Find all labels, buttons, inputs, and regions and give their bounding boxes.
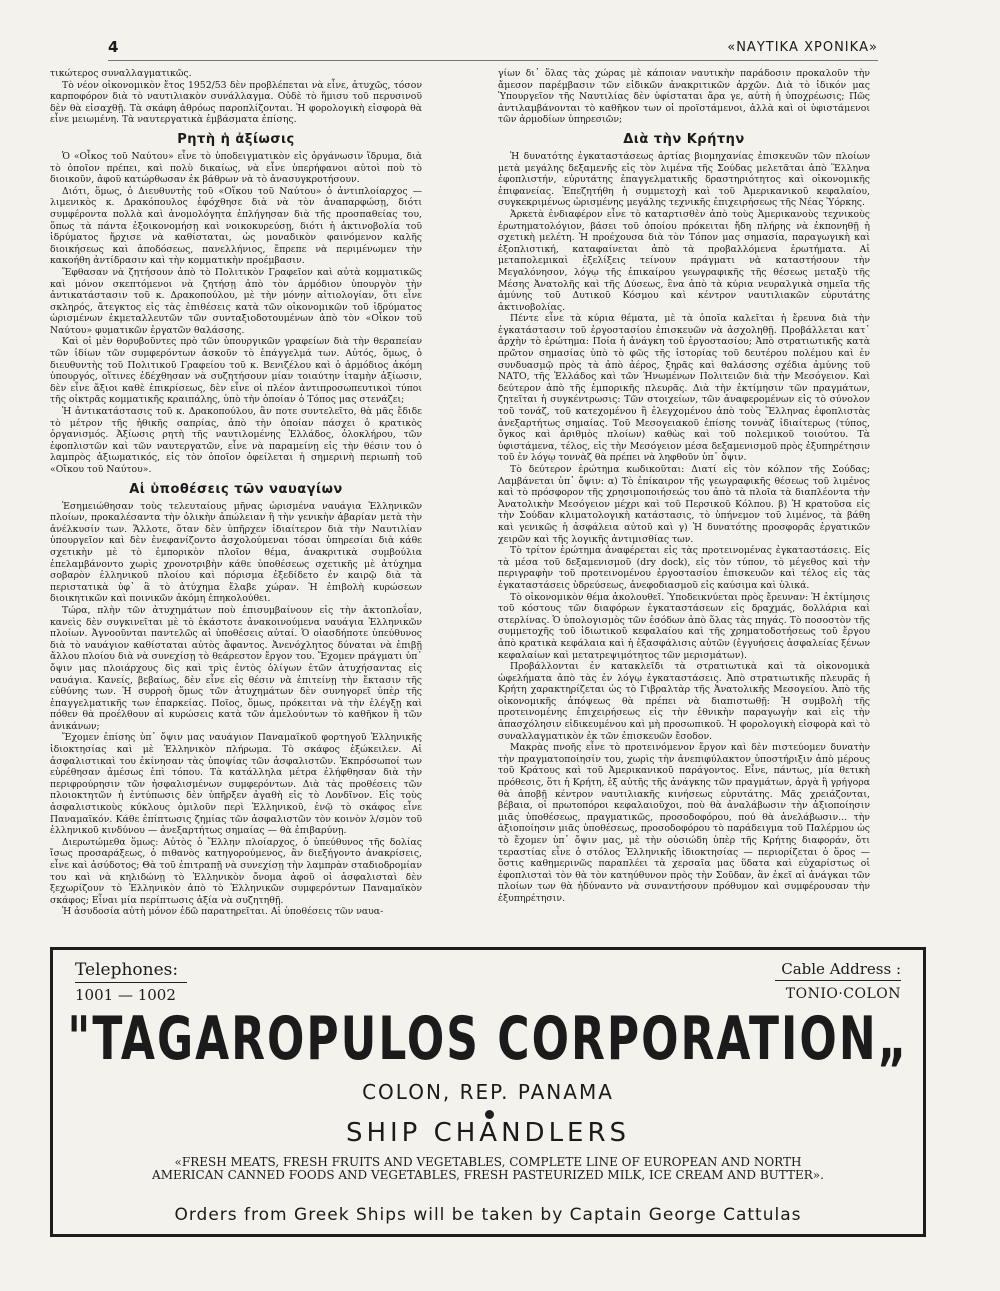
running-title: «ΝΑΥΤΙΚΑ ΧΡΟΝΙΚΑ» xyxy=(727,40,878,55)
paragraph: Ἡ ἀσυδοσία αὐτὴ μόνον ἐδῶ παρατηρεῖται. Αἱ ὑποθέσεις τῶν ναυα- xyxy=(62,906,384,918)
cable-label: Cable Address : xyxy=(781,960,901,978)
paragraph: Μακρὰς πνοῆς εἶνε τὸ προτεινόμενον ἔργον καὶ δὲν πιστεύομεν δυνατὴν τὴν πραγματοποίησίν του, χωρὶς τὴν ἀνεπιφύλακτον ὑποστήριξιν ἀπὸ μέρους τοῦ Κράτους καὶ τοῦ Ἀμερικανικοῦ παράγοντος. Εἶνε, πάντως, μία θετικὴ πρόθεσις, ὅτι ἡ Κρήτη, ἐξ αὐτῆς τῆς ἀνάγκης τῶν πραγμάτων, ἀργὰ ἢ γρήγορα θὰ ἀποβῇ κέντρον ναυτιλιακῆς κινήσεως εὐρυτάτης. Μᾶς χρειάζονται, βέβαια, οἱ πρωτοπόροι κεφαλαιοῦχοι, ποὺ θὰ ἀναλάβωσιν τὴν ἀξιοποίησιν μιᾶς ὑποθέσεως, πραγματικῶς, προσοδοφόρου, πού θὰ ἀνελάβωσιν... τὴν ἀξιοποίησιν μιᾶς ὑποθέσεως, προσοδοφόρου τὸ παράδειγμα τοῦ Παλέρμου ὡς τὸ ἔχομεν ὑπ᾽ ὄψιν μας, μὲ τὴν οὐσιώδη ὑπὲρ τῆς Κρήτης διαφοράν, ὅτι τεραστίας εἶνε ὁ στόλος Ἑλληνικῆς ἰδιοκτησίας — περιορίζεται ὁ ὅρος — ὅστις καθημερινῶς παραπλέει τὰ χερσαῖα μας ὕδατα καὶ εὐχαρίστως οἱ ἐφοπλισταὶ τὸν θὰ τὸν κατηύθυνον πρὸς τὴν Σοῦδαν, ἂν ἐκεῖ αἱ ἀνάγκαι τῶν πλοίων των θὰ ἠδύναντο νὰ συναντήσουν πρόθυμον καὶ συμφέρουσαν τὴν ἐξυπηρέτησιν. xyxy=(498,742,870,904)
company-location: COLON, REP. PANAMA xyxy=(362,1080,614,1104)
products-list: «FRESH MEATS, FRESH FRUITS AND VEGETABLES, COMPLETE LINE OF EUROPEAN AND NORTH AMERICAN CANNED FOODS AND VEGETABLES, FRESH PASTEURIZED MILK, ICE CREAM AND BUTTER». xyxy=(152,1155,824,1182)
paragraph: Τώρα, πλὴν τῶν ἀτυχημάτων ποὺ ἐπισυμβαίνουν εἰς τὴν ἀκτοπλοΐαν, κανεὶς δὲν συγκινεῖται μὲ τὸ ἑκάστοτε ἀνακοινούμενα ναυάγια Ἑλληνικῶν πλοίων. Ἀγνοοῦνται παντελῶς αἱ ὑποθέσεις αὐταί. Ὁ οἰασδήποτε ὑπεύθυνος διὰ τὸ ναυάγιον καθίσταται αὐτὸς ἄφαντος. Ἀνενόχλητος δύναται νὰ ἐπιβῇ ἄλλου πλοίου διὰ νὰ συνεχίσῃ τὸ θεάρεστον ἔργον του. Ἔχομεν πράγματι ὑπ᾽ ὄψιν μας πλοιάρχους δὶς καὶ τρὶς ἐντὸς ὀλίγων ἐτῶν ἀτυχήσαντας εἰς ναυάγια. Κανείς, βεβαίως, δὲν εἶνε εἰς θέσιν νὰ ἐπιτείνῃ τὴν ἔκτασιν τῆς εὐθύνης των. Ἡ συρροὴ ὅμως τῶν ἀτυχημάτων δὲν συνηγορεῖ ὑπὲρ τῆς ἐπαγγελματικῆς των ἐπαρκείας. Ποῖος, ὅμως, πρόκειται νὰ τὴν ἐλέγξῃ καὶ πόθεν θὰ προέλθουν αἱ κυρώσεις κατὰ τῶν ἀμελούντων τὸ καθῆκον ἢ τῶν ἀνικάνων; xyxy=(50,604,422,732)
paragraph: Διότι, ὅμως, ὁ Διευθυντὴς τοῦ «Οἴκου τοῦ Ναύτου» ὁ ἀντιπλοίαρχος — λιμενικὸς κ. Δρακόπουλος ἐφόχθησε διὰ νὰ τὸν ἀναπαρφώσῃ, διότι συμφέροντα πολλὰ καὶ ἀνομολόγητα ἐπλήγησαν διὰ τῆς προσπαθείας του, ὅπως τὰ πάντα ἐξοικονομήσῃ καὶ νοικοκυρεύσῃ, διότι ἡ ἀκτινοβολία τοῦ ἱδρύματος ἤρχισε νὰ καθίσταται, ὡς μοναδικὸν φαινόμενον καλῆς διοικήσεως καὶ ἀποδόσεως, πανελλήνιος, ἔπρεπε νὰ περιμένωμεν τὴν κακοήθη ἀντίδρασιν καὶ τὴν κομματικὴν προέμβασιν. xyxy=(50,185,422,267)
paragraph: Τὸ νέον οἰκονομικὸν ἔτος 1952/53 δὲν προβλέπεται νὰ εἶνε, ἀτυχῶς, τόσον καρποφόρον διὰ τὸ ναυτιλιακὸν συνάλλαγμα. Οὐδὲ τὸ ἥμισυ τοῦ περυσινοῦ δὲν θὰ εἰσαχθῇ. Τὰ σκάφη ἀθρόως παροπλίζονται. Ἡ φορολογικὴ εἰσφορὰ θὰ εἶνε μειωμένη. Τὰ ναυτεργατικὰ ἐμβάσματα ἐπίσης. xyxy=(50,79,422,126)
right-column xyxy=(498,68,870,905)
header-rule xyxy=(108,60,878,61)
paragraph: Διερωτώμεθα ὅμως: Αὐτὸς ὁ Ἕλλην πλοίαρχος, ὁ ὑπεύθυνος τῆς δολίας ἴσως προσαράξεως, ὁ πιθανὸς κατηγορούμενος, ἂν διεξήγοντο ἀνακρίσεις, εἶνε καὶ ἀσύδοτος; Θὰ τοῦ ἐπιτραπῇ νὰ συνεχίσῃ τὴν λαμπρὰν σταδιοδρομίαν του καὶ νὰ κηλιδώνῃ τὸ Ἑλληνικὸν ὄνομα ἀφοῦ οἱ ἀσφαλισταὶ δὲν ξεχωρίζουν τὸ Ἑλληνικὸν ἀπὸ τὸ Ἑλληνικῶν συμφερόντων Παναμαϊκὸν σκάφος; Εἶναι μία περίπτωσις ἀξία νὰ συζητηθῇ. xyxy=(50,836,422,906)
section-heading: Διὰ τὴν Κρήτην xyxy=(623,131,745,147)
paragraph: Ἀρκετὰ ἐνδιαφέρον εἶνε τὸ καταρτισθὲν ἀπὸ τοὺς Ἀμερικανοὺς τεχνικοὺς ἐρωτηματολόγιον, βάσει τοῦ ὁποίου πρόκειται ἤδη πλήρης νὰ ἐκπονηθῇ ἡ σχετικὴ μελέτη. Ἡ προέχουσα διὰ τὸν Τόπον μας σημασία, παραγωγικὴ καὶ ἐξοπλιστική, καταφαίνεται ἀπὸ τὰ προβαλλόμενα ἐρωτήματα. Αἱ μεταπολεμικαὶ ἐξελίξεις τείνουν πράγματι νὰ καταστήσουν τὴν Μεγαλόνησον, λόγῳ τῆς ἐπικαίρου γεωγραφικῆς τῆς θέσεως μεταξὺ τῆς Μέσης Ἀνατολῆς καὶ τῆς Δύσεως, ἓνα ἀπὸ τὰ κύρια νευραλγικὰ σημεῖα τῆς ἀμύνης τοῦ Δυτικοῦ Κόσμου καὶ κέντρον ναυτιλιακῶν εὐρυτάτης ἀκτινοβολίας. xyxy=(498,208,870,313)
section-heading: Αἱ ὑποθέσεις τῶν ναυαγίων xyxy=(129,481,343,497)
paragraph: Τὸ τρίτον ἐρώτημα ἀναφέρεται εἰς τὰς προτεινομένας ἐγκαταστάσεις. Εἰς τὰ μέσα τοῦ δεξαμενισμοῦ (dry dock), εἰς τὸν τύπον, τὸ μέγεθος καὶ τὴν περιγραφὴν τοῦ προτεινομένου ἐργοστασίου ἐπισκευῶν καὶ τέλος εἰς τὰς ἐγκαταστάσεις ὑδρεύσεως, ἀνεφοδιασμοῦ εἰς καύσιμα καὶ ὑλικά. xyxy=(498,545,870,591)
paragraph: Καὶ οἱ μὲν θορυβοῦντες πρὸ τῶν ὑπουργικῶν γραφείων διὰ τὴν θεραπείαν τῶν ἰδίων τῶν συμφερόντων ἀσκοῦν τὸ ἐπάγγελμά των. Αὐτός, ὅμως, ὁ διευθυντὴς τοῦ Πολιτικοῦ Γραφείου τοῦ κ. Βενιζέλου καὶ ὁ ἁρμόδιος ἀκόμη ὑπουργός, οἵτινες ἐδέχθησαν νὰ συζητήσουν μίαν τοιαύτην ἰταμὴν ἀξίωσιν, δὲν εἶνε ἄξιοι καθὲ ἐπικρίσεως, δὲν εἶνε οἱ πλέον ἀντιπροσωπευτικοὶ τύποι τῆς οἰκτρᾶς κομματικῆς κραιπάλης, ὑπὸ τὴν ὁποίαν ὁ Τόπος μας στενάζει; xyxy=(50,336,422,406)
paragraph: Ἔφθασαν νὰ ζητήσουν ἀπὸ τὸ Πολιτικὸν Γραφεῖον καὶ αὐτὰ κομματικῶς καὶ μόνον σκεπτόμενοι νὰ ζητήσῃ ἀπὸ τὸν ἁρμόδιον ὑπουργὸν τὴν ἀντικατάστασιν τοῦ κ. Δρακοπούλου, μὲ τὴν μόνην αἰτιολογίαν, ὅτι εἶνε σκληρός, ἄτεγκτος εἰς τὰς ἐπιθέσεις κατὰ τῶν οἰκονομικῶν τοῦ ἱδρύματος ὡρισμένων ἐκμεταλλευτῶν τῶν συνταξιοδοτουμένων ἀπὸ τὸν «Οἶκον τοῦ Ναύτου» φυματικῶν ἐργατῶν θαλάσσης. xyxy=(50,266,422,336)
paragraph: Τὸ οἰκονομικὸν θέμα ἀκολουθεῖ. Ὑποδεικνύεται πρὸς ἔρευναν: Ἡ ἐκτίμησις τοῦ κόστους τῶν διαφόρων ἐγκαταστάσεων εἰς δραχμάς, δολλάρια καὶ στερλίνας. Ὁ ὑπολογισμὸς τῶν ἐσόδων ἀπὸ ὅλας τὰς πηγάς. Τὸ ποσοστὸν τῆς συμμετοχῆς τοῦ ἰδιωτικοῦ κεφαλαίου καὶ τῆς χρηματοδοτήσεως τοῦ ἔργου ἀπὸ κρατικὰ κεφάλαια καὶ ἡ ἐξασφάλισις αὐτῶν (ἐγγυήσεις ἀσφαλείας ξένων κεφαλαίων καὶ μετατρεψιμότητος τῶν μερισμάτων). xyxy=(498,591,870,661)
paragraph: Τὸ δεύτερον ἐρώτημα κωδικοῦται: Διατί εἰς τὸν κόλπον τῆς Σούδας; Λαμβάνεται ὑπ᾽ ὄψιν: α) Τὸ ἐπίκαιρον τῆς γεωγραφικῆς θέσεως τοῦ λιμένος καὶ τὸ πρόσφορον τῆς χρησιμοποιήσεώς του ἀπὸ τὰ πλοῖα τὰ διαπλέοντα τὴν Ἀνατολικὴν Μεσόγειον μέχρι καὶ τοῦ Περσικοῦ Κόλπου. β) Ἡ κρατοῦσα εἰς τὴν Σούδαν κλιματολογικὴ κατάστασις, τὸ ὑπήνεμον τοῦ λιμένος, τὰ βάθη καὶ γενικῶς ἡ ἀσφάλεια αὐτοῦ καὶ γ) Ἡ δυνατότης προσφορᾶς ἐργατικῶν χειρῶν καὶ τῆς λογικῆς ἀντιμισθίας των. xyxy=(498,464,870,545)
paragraph: γίων δι᾽ ὅλας τὰς χώρας μὲ κάποιαν ναυτικὴν παράδοσιν προκαλοῦν τὴν ἄμεσον παρέμβασιν τῶν εἰδικῶν ἀνακριτικῶν ἀρχῶν. Διὰ τὸ ἰδικόν μας Ὑπουργεῖον τῆς Ναυτιλίας δὲν ὑφίσταται ἄρα γε, αὐτὴ ἡ ὑποχρέωσις; Πῶς ἀντιλαμβάνονται τὸ καθῆκον των οἱ προϊστάμενοι, ἀλλὰ καὶ οἱ ὑφιστάμενοι τῶν ἁρμοδίων ὑπηρεσιῶν; xyxy=(498,68,870,126)
cable-address: TONIO·COLON xyxy=(785,986,901,1002)
telephones-label: Telephones: xyxy=(75,960,179,980)
company-name: "TAGAROPULOS CORPORATION„ xyxy=(67,1005,909,1074)
paragraph: Ἐσημειώθησαν τοὺς τελευταίους μῆνας ὡρισμένα ναυάγια Ἑλληνικῶν πλοίων, προκαλέσαντα τὴν ὁλικὴν ἀπώλειαν ἢ τὴν γενικὴν ἀβαρίαν μετὰ τὴν ἀνέλκυσίν των. Ἄλλοτε, ὅταν δὲν ὑπῆρχεν ἰδιαίτερον διὰ τὴν Ναυτιλίαν ὑπουργεῖον καὶ δὲν ἐνεφανίζοντο ἀσχολούμεναι τόσαι ὑπηρεσίαι διὰ κάθε σχετικὴν μὲ τὸ ἐμπορικὸν πλοῖον θέμα, ἀνακριτικὰ συμβούλια ἐπελαμβάνοντο χωρὶς χρονοτριβὴν κάθε ὑποθέσεως σχετικῆς μὲ ἀτύχημα σοβαρὸν ἑλληνικοῦ πλοίου καὶ πόρισμα ἐξεδίδετο ἐν καιρῷ διὰ τὰ περιστατικὰ ὑφ᾽ ἃ τὸ ἀτύχημα ἔλαβε χώραν. Ἡ ἐπιβολὴ κυρώσεων διοικητικῶν καὶ ποινικῶν ἀκόμη ἐπηκολούθει. xyxy=(50,500,422,605)
paragraph: τικώτερος συναλλαγματικῶς. xyxy=(50,68,192,79)
page-number: 4 xyxy=(108,38,119,56)
paragraph: Ἔχομεν ἐπίσης ὑπ᾽ ὄψιν μας ναυάγιον Παναμαϊκοῦ φορτηγοῦ Ἑλληνικῆς ἰδιοκτησίας καὶ μὲ Ἑλληνικὸν πλήρωμα. Τὸ σκάφος ἐξώκειλεν. Αἱ ἀσφαλιστικαὶ του ἐκίνησαν τὰς ὑποψίας τῶν ἀσφαλιστῶν. Ἐκπρόσωποί των εὑρέθησαν ἀμέσως ἐπὶ τόπου. Τὰ κατάλληλα μέτρα ἐλήφθησαν διὰ τὴν περιφρούρησιν τῶν ἠσφαλισμένων συμφερόντων. Διὰ τὰς προθέσεις τῶν πλοιοκτητῶν ἡ ἐντύπωσις δὲν ὑπῆρξεν ἀγαθὴ εἰς τὸ Λονδῖνον. Εἰς τοὺς ἀσφαλιστικοὺς κύκλους ὁμιλοῦν περὶ Ἑλληνικοῦ, ἐνῷ τὸ σκάφος εἶνε Παναμαϊκόν. Κάθε ἐπίπτωσις ζημίας τῶν ἀσφαλιστῶν τὸν κοινὸν λ/σμὸν τοῦ ἑλληνικοῦ κινδύνου — ἀνεξαρτήτως σημαίας — θὰ ἐπιβαρύνῃ. xyxy=(50,732,422,837)
paragraph: Ἡ ἀντικατάστασις τοῦ κ. Δρακοπούλου, ἂν ποτε συντελεῖτο, θὰ μᾶς ἔδιδε τὸ μέτρον τῆς ἠθικῆς σαπρίας, ἀπὸ τὴν ὁποίαν πάσχει ὁ κρατικὸς ὀργανισμός. Ἀξίωσις ρητὴ τῆς ναυτιλομένης Ἑλλάδος, ὁλοκλήρου, τῶν ἐφοπλιστῶν καὶ τῶν ναυτεργατῶν, εἶνε νὰ παραμείνῃ εἰς τὴν θέσιν του ὁ λαμπρὸς ἀξιωματικός, εἰς τὸν ὁποῖον ὀφείλεται ἡ σημερινὴ περιωπὴ τοῦ «Οἴκου τοῦ Ναύτου». xyxy=(50,406,422,475)
telephones-numbers: 1001 — 1002 xyxy=(75,986,176,1004)
business-type: SHIP CHANDLERS xyxy=(345,1118,631,1148)
section-heading: Ρητὴ ἡ ἀξίωσις xyxy=(177,131,295,147)
paragraph: Πέντε εἶνε τὰ κύρια θέματα, μὲ τὰ ὁποῖα καλεῖται ἡ ἔρευνα διὰ τὴν ἐγκατάστασιν τοῦ ἐργοστασίου ἐπισκευῶν νὰ ἀσχοληθῇ. Προβάλλεται κατ᾽ ἀρχὴν τὸ ἐρώτημα: Ποία ἡ ἀνάγκη τοῦ ἐργοστασίου; Ἀπὸ στρατιωτικῆς κατὰ πρῶτον σημασίας ὑπὸ τὸ φῶς τῆς ἱστορίας τοῦ δευτέρου πολέμου καὶ ἐν συνδυασμῷ πρὸς τὰ ἀπὸ ἀέρος, ξηρᾶς καὶ θαλάσσης σχέδια ἀμύνης τοῦ ΝΑΤΟ, τῆς Ἑλλάδος καὶ τῶν Ἡνωμένων Πολιτειῶν διὰ τὴν Μεσόγειον. Καὶ δεύτερον ἀπὸ τῆς ἐμπορικῆς πλευρᾶς. Διὰ τὴν ἐκτίμησιν τῶν πραγμάτων, ζητεῖται ἡ συγκέντρωσις: Τῶν στοιχείων, τῶν ἀναφερομένων εἰς τὸ σύνολον τοῦ τονάζ, τοῦ κατεχομένου ἢ ἐλεγχομένου ἀπὸ τοὺς Ἕλληνας ἐφοπλιστὰς ἀνεξαρτήτως σημαίας. Τοῦ Μεσογειακοῦ ἐπίσης τοννὰζ ἰδιαίτερως (τύπος, ὄγκος καὶ ἀριθμὸς πλοίων) καθὼς καὶ τοῦ πολεμικοῦ τοιούτου. Τὰ ὑφιστάμενα, τέλος, εἰς τὴν Μεσόγειον μέσα δεξαμενισμοῦ πρὸς ἐξυπηρέτησιν τοῦ ἐν λόγῳ τοννὰζ θὰ πρέπει νὰ ληφθοῦν ὑπ᾽ ὄψιν. xyxy=(498,313,870,464)
paragraph: Ὁ «Οἶκος τοῦ Ναύτου» εἶνε τὸ ὑποδειγματικὸν εἰς ὀργάνωσιν ἵδρυμα, διὰ τὸ ὁποῖον πρέπει, καὶ πολὺ δικαίως, νὰ εἶνε ὑπερήφανοι αὐτοὶ ποὺ τὸ διοικοῦν, ἀφοῦ κατώρθωσαν ἐκ βάθρων νὰ τὸ ἀνασυγκροτήσουν. xyxy=(50,150,422,186)
paragraph: Ἡ δυνατότης ἐγκαταστάσεως ἀρτίας βιομηχανίας ἐπισκευῶν τῶν πλοίων μετὰ μεγάλης δεξαμενῆς εἰς τὸν λιμένα τῆς Σούδας μελετᾶται ἀπὸ Ἕλληνα ἐφοπλιστήν, εὐρυτάτης ἐπαγγελματικῆς δραστηριότητος καὶ οἰκονομικῆς ἐπιφανείας. Ἐπεζητήθη ἡ συμμετοχὴ καὶ τοῦ Ἀμερικανικοῦ κεφαλαίου, συγκεκριμένως ὡρισμένης μεγάλης τεχνικῆς ἐπιχειρήσεως τῆς Νέας Ὑόρκης. xyxy=(498,150,870,209)
advertisement-box xyxy=(50,947,926,1237)
paragraph: Προβάλλονται ἐν κατακλεῖδι τὰ στρατιωτικὰ καὶ τὰ οἰκονομικὰ ὠφελήματα ἀπὸ τὰς ἐν λόγῳ ἐγκαταστάσεις. Ἀπὸ στρατιωτικῆς πλευρᾶς ἡ Κρήτη χαρακτηρίζεται ὡς τὸ Γιβραλτὰρ τῆς Ἀνατολικῆς Μεσογείου. Ἀπὸ τῆς οἰκονομικῆς ἀπόψεως θὰ πρέπει νὰ διαπιστωθῇ: Ἡ συμβολὴ τῆς προτεινομένης ἐπιχειρήσεως εἰς τὴν ἐθνικὴν παραγωγὴν καὶ εἰς τὴν ἀπασχόλησιν εἰδικευμένου καὶ μὴ προσωπικοῦ. Ἡ φορολογικὴ εἰσφορὰ καὶ τὸ συναλλαγματικὸν ἐκ τῶν ἐπισκευῶν ἔσοδον. xyxy=(498,661,870,742)
telephones-underline xyxy=(75,982,187,983)
left-column xyxy=(50,68,422,918)
cable-underline xyxy=(775,980,901,981)
orders-note: Orders from Greek Ships will be taken by Captain George Cattulas xyxy=(174,1205,802,1225)
